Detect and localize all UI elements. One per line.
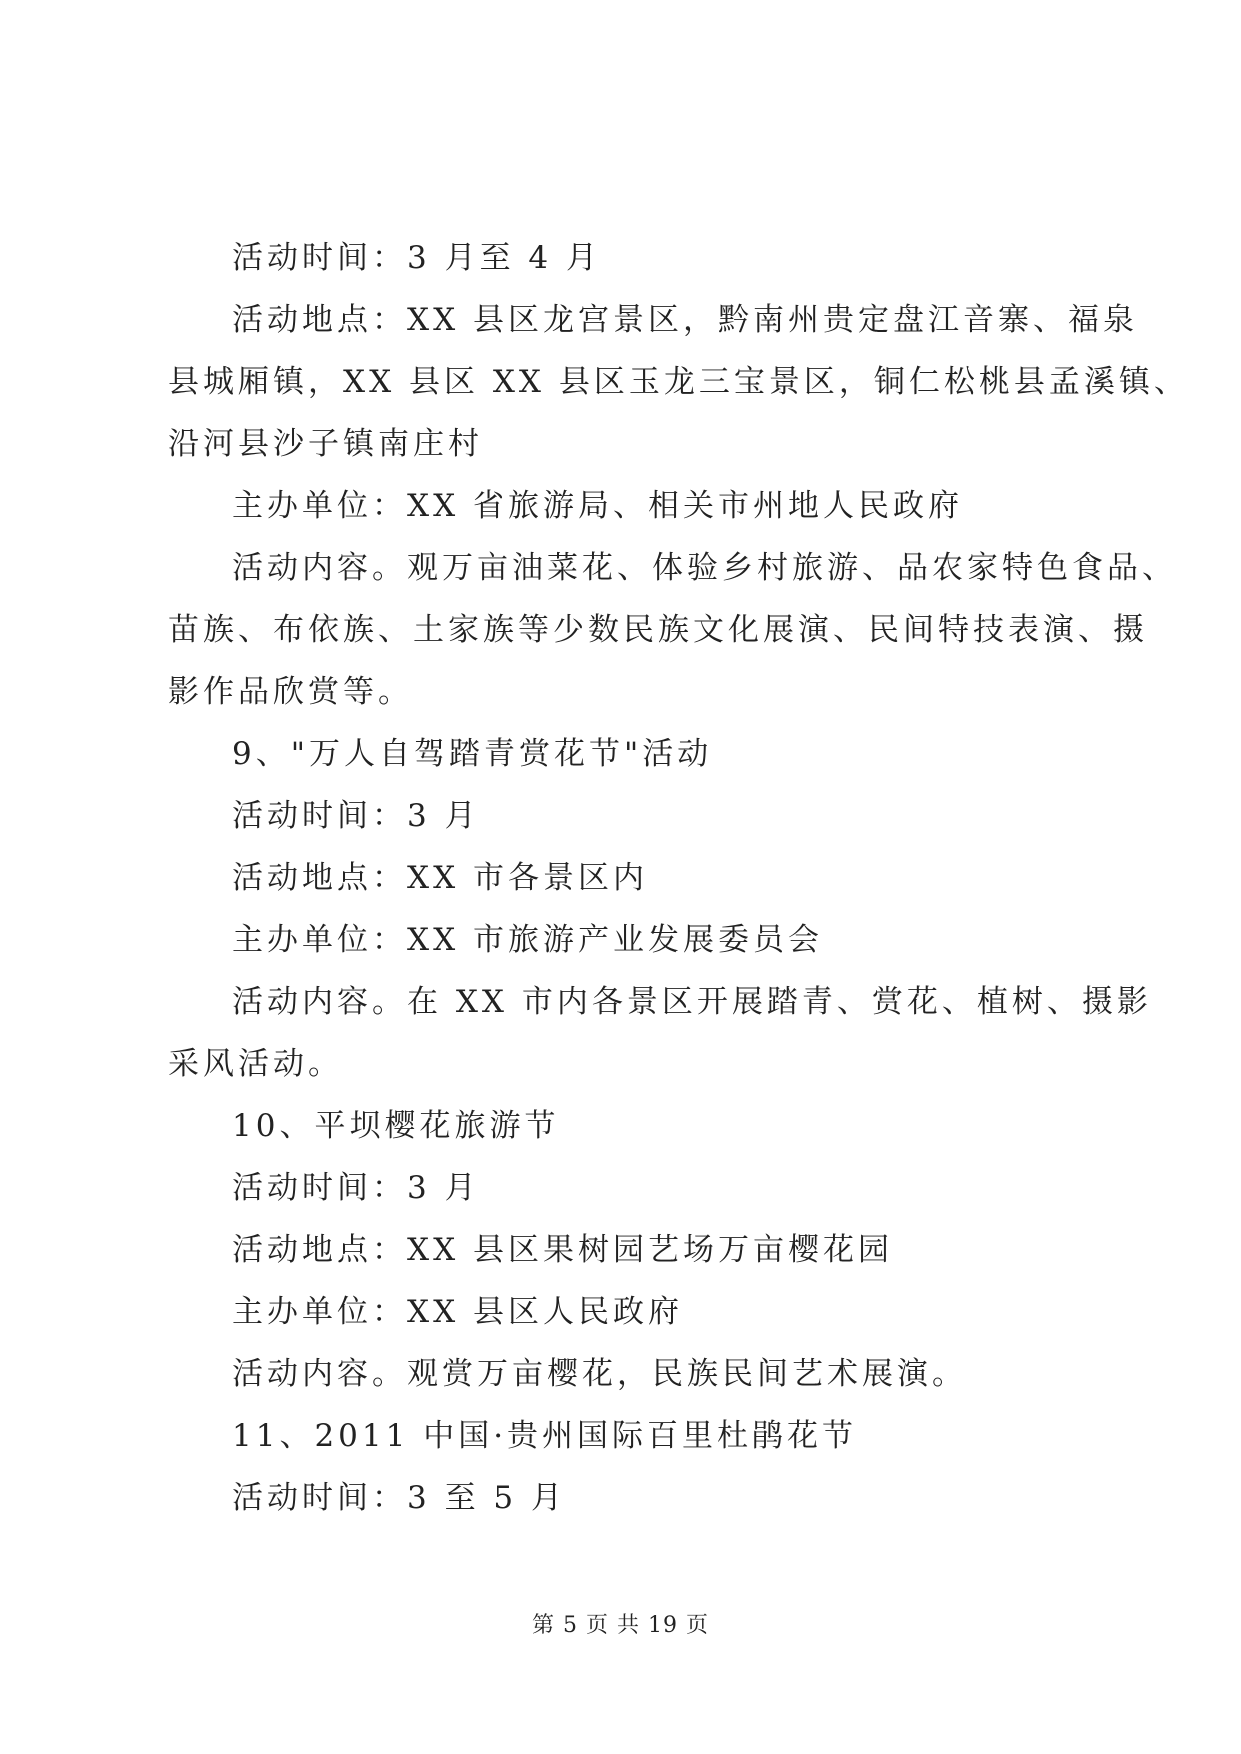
- text-line: 苗族、布依族、土家族等少数民族文化展演、民间特技表演、摄: [168, 612, 1148, 648]
- section-heading: 9、"万人自驾踏青赏花节"活动: [232, 736, 713, 772]
- section-heading: 10、平坝樱花旅游节: [232, 1108, 560, 1144]
- text-line: 活动时间：3 月至 4 月: [232, 240, 602, 276]
- text-line: 活动地点：XX 县区果树园艺场万亩樱花园: [232, 1232, 893, 1268]
- text-line: 采风活动。: [168, 1046, 343, 1082]
- text-line: 活动时间：3 至 5 月: [232, 1480, 567, 1516]
- text-line: 县城厢镇，XX 县区 XX 县区玉龙三宝景区，铜仁松桃县孟溪镇、: [168, 364, 1189, 400]
- text-line: 活动时间：3 月: [232, 798, 480, 834]
- text-line: 影作品欣赏等。: [168, 674, 413, 710]
- text-line: 活动内容。观赏万亩樱花，民族民间艺术展演。: [232, 1356, 967, 1392]
- text-line: 沿河县沙子镇南庄村: [168, 426, 483, 462]
- text-line: 活动时间：3 月: [232, 1170, 480, 1206]
- text-line: 活动内容。在 XX 市内各景区开展踏青、赏花、植树、摄影: [232, 984, 1152, 1020]
- text-line: 主办单位：XX 市旅游产业发展委员会: [232, 922, 823, 958]
- text-line: 活动内容。观万亩油菜花、体验乡村旅游、品农家特色食品、: [232, 550, 1177, 586]
- text-line: 活动地点：XX 县区龙宫景区，黔南州贵定盘江音寨、福泉: [232, 302, 1138, 338]
- text-line: 主办单位：XX 县区人民政府: [232, 1294, 683, 1330]
- page-number-footer: 第 5 页 共 19 页: [532, 1613, 709, 1638]
- section-heading: 11、2011 中国·贵州国际百里杜鹃花节: [232, 1418, 858, 1454]
- text-line: 主办单位：XX 省旅游局、相关市州地人民政府: [232, 488, 963, 524]
- text-line: 活动地点：XX 市各景区内: [232, 860, 648, 896]
